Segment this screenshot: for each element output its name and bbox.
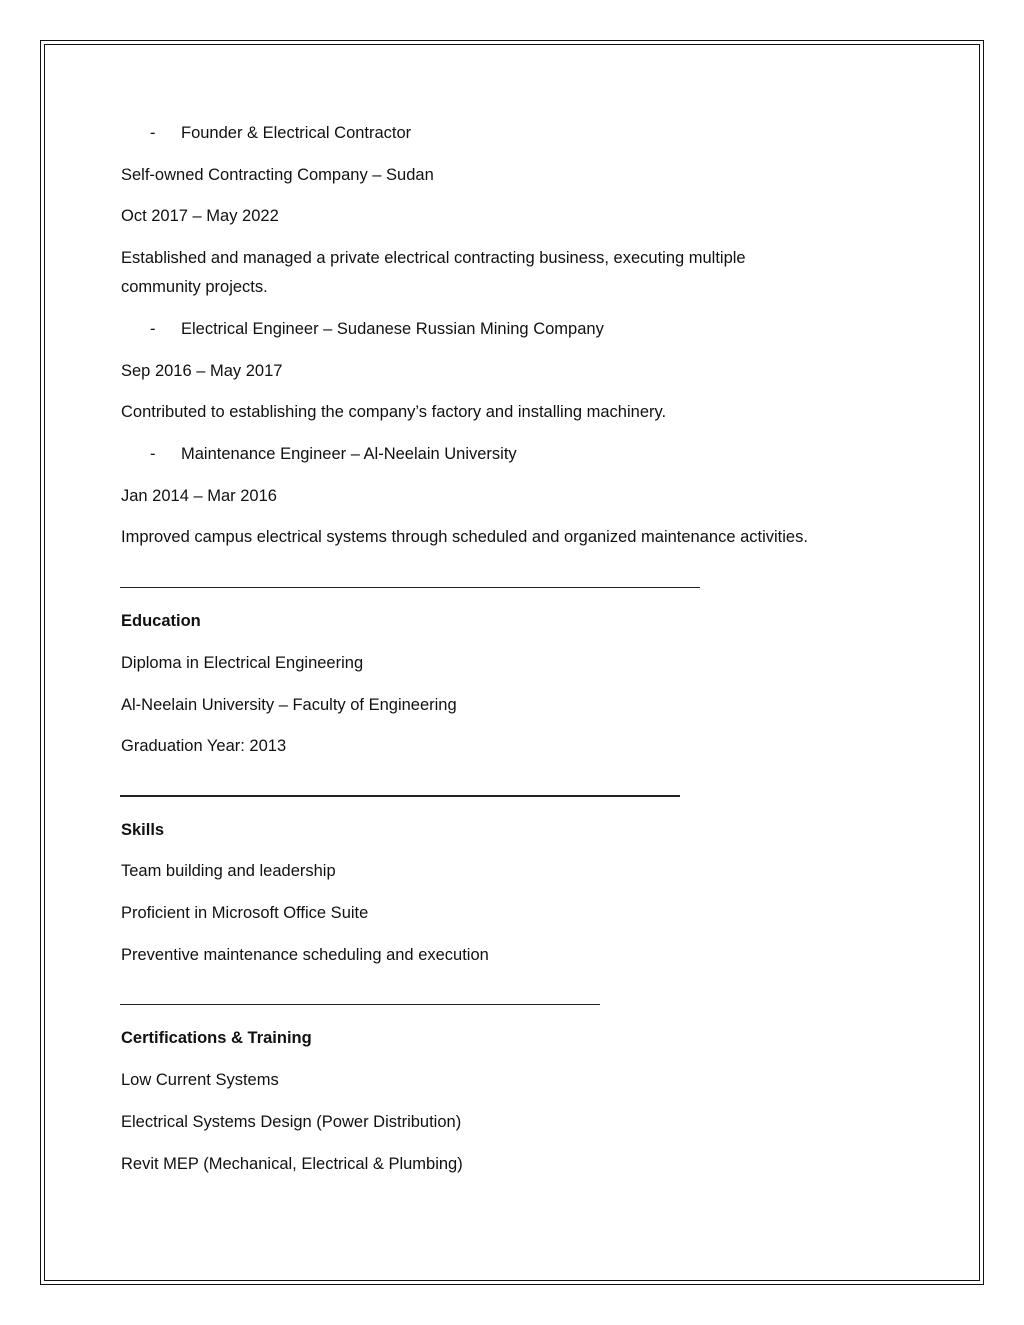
job-title: Maintenance Engineer – Al-Neelain University	[181, 445, 517, 463]
skill-item: Preventive maintenance scheduling and execution	[121, 946, 489, 964]
job-description: Contributed to establishing the company’s factory and installing machinery.	[121, 403, 667, 421]
section-divider	[120, 795, 680, 797]
skill-item: Proficient in Microsoft Office Suite	[121, 904, 369, 922]
job-description: Improved campus electrical systems through scheduled and organized maintenance activities.	[121, 528, 808, 546]
bullet-dash: -	[150, 320, 156, 338]
job-description: community projects.	[121, 278, 268, 296]
certification-item: Low Current Systems	[121, 1071, 279, 1089]
certification-item: Electrical Systems Design (Power Distribution)	[121, 1113, 462, 1131]
job-description: Established and managed a private electrical contracting business, executing multiple	[121, 249, 746, 267]
job-dates: Sep 2016 – May 2017	[121, 362, 283, 380]
section-heading-education: Education	[121, 612, 201, 630]
job-dates: Oct 2017 – May 2022	[121, 207, 279, 225]
bullet-dash: -	[150, 445, 156, 463]
education-year: Graduation Year: 2013	[121, 737, 287, 755]
skill-item: Team building and leadership	[121, 862, 336, 880]
bullet-dash: -	[150, 124, 156, 142]
section-heading-skills: Skills	[121, 821, 165, 839]
education-degree: Diploma in Electrical Engineering	[121, 654, 364, 672]
job-dates: Jan 2014 – Mar 2016	[121, 487, 277, 505]
section-heading-certifications: Certifications & Training	[121, 1029, 312, 1047]
education-school: Al-Neelain University – Faculty of Engineering	[121, 696, 457, 714]
certification-item: Revit MEP (Mechanical, Electrical & Plumbing)	[121, 1155, 463, 1173]
job-company: Self-owned Contracting Company – Sudan	[121, 166, 434, 184]
section-divider	[120, 1004, 600, 1005]
job-title: Electrical Engineer – Sudanese Russian Mining Company	[181, 320, 604, 338]
section-divider	[120, 587, 700, 588]
job-title: Founder & Electrical Contractor	[181, 124, 412, 142]
